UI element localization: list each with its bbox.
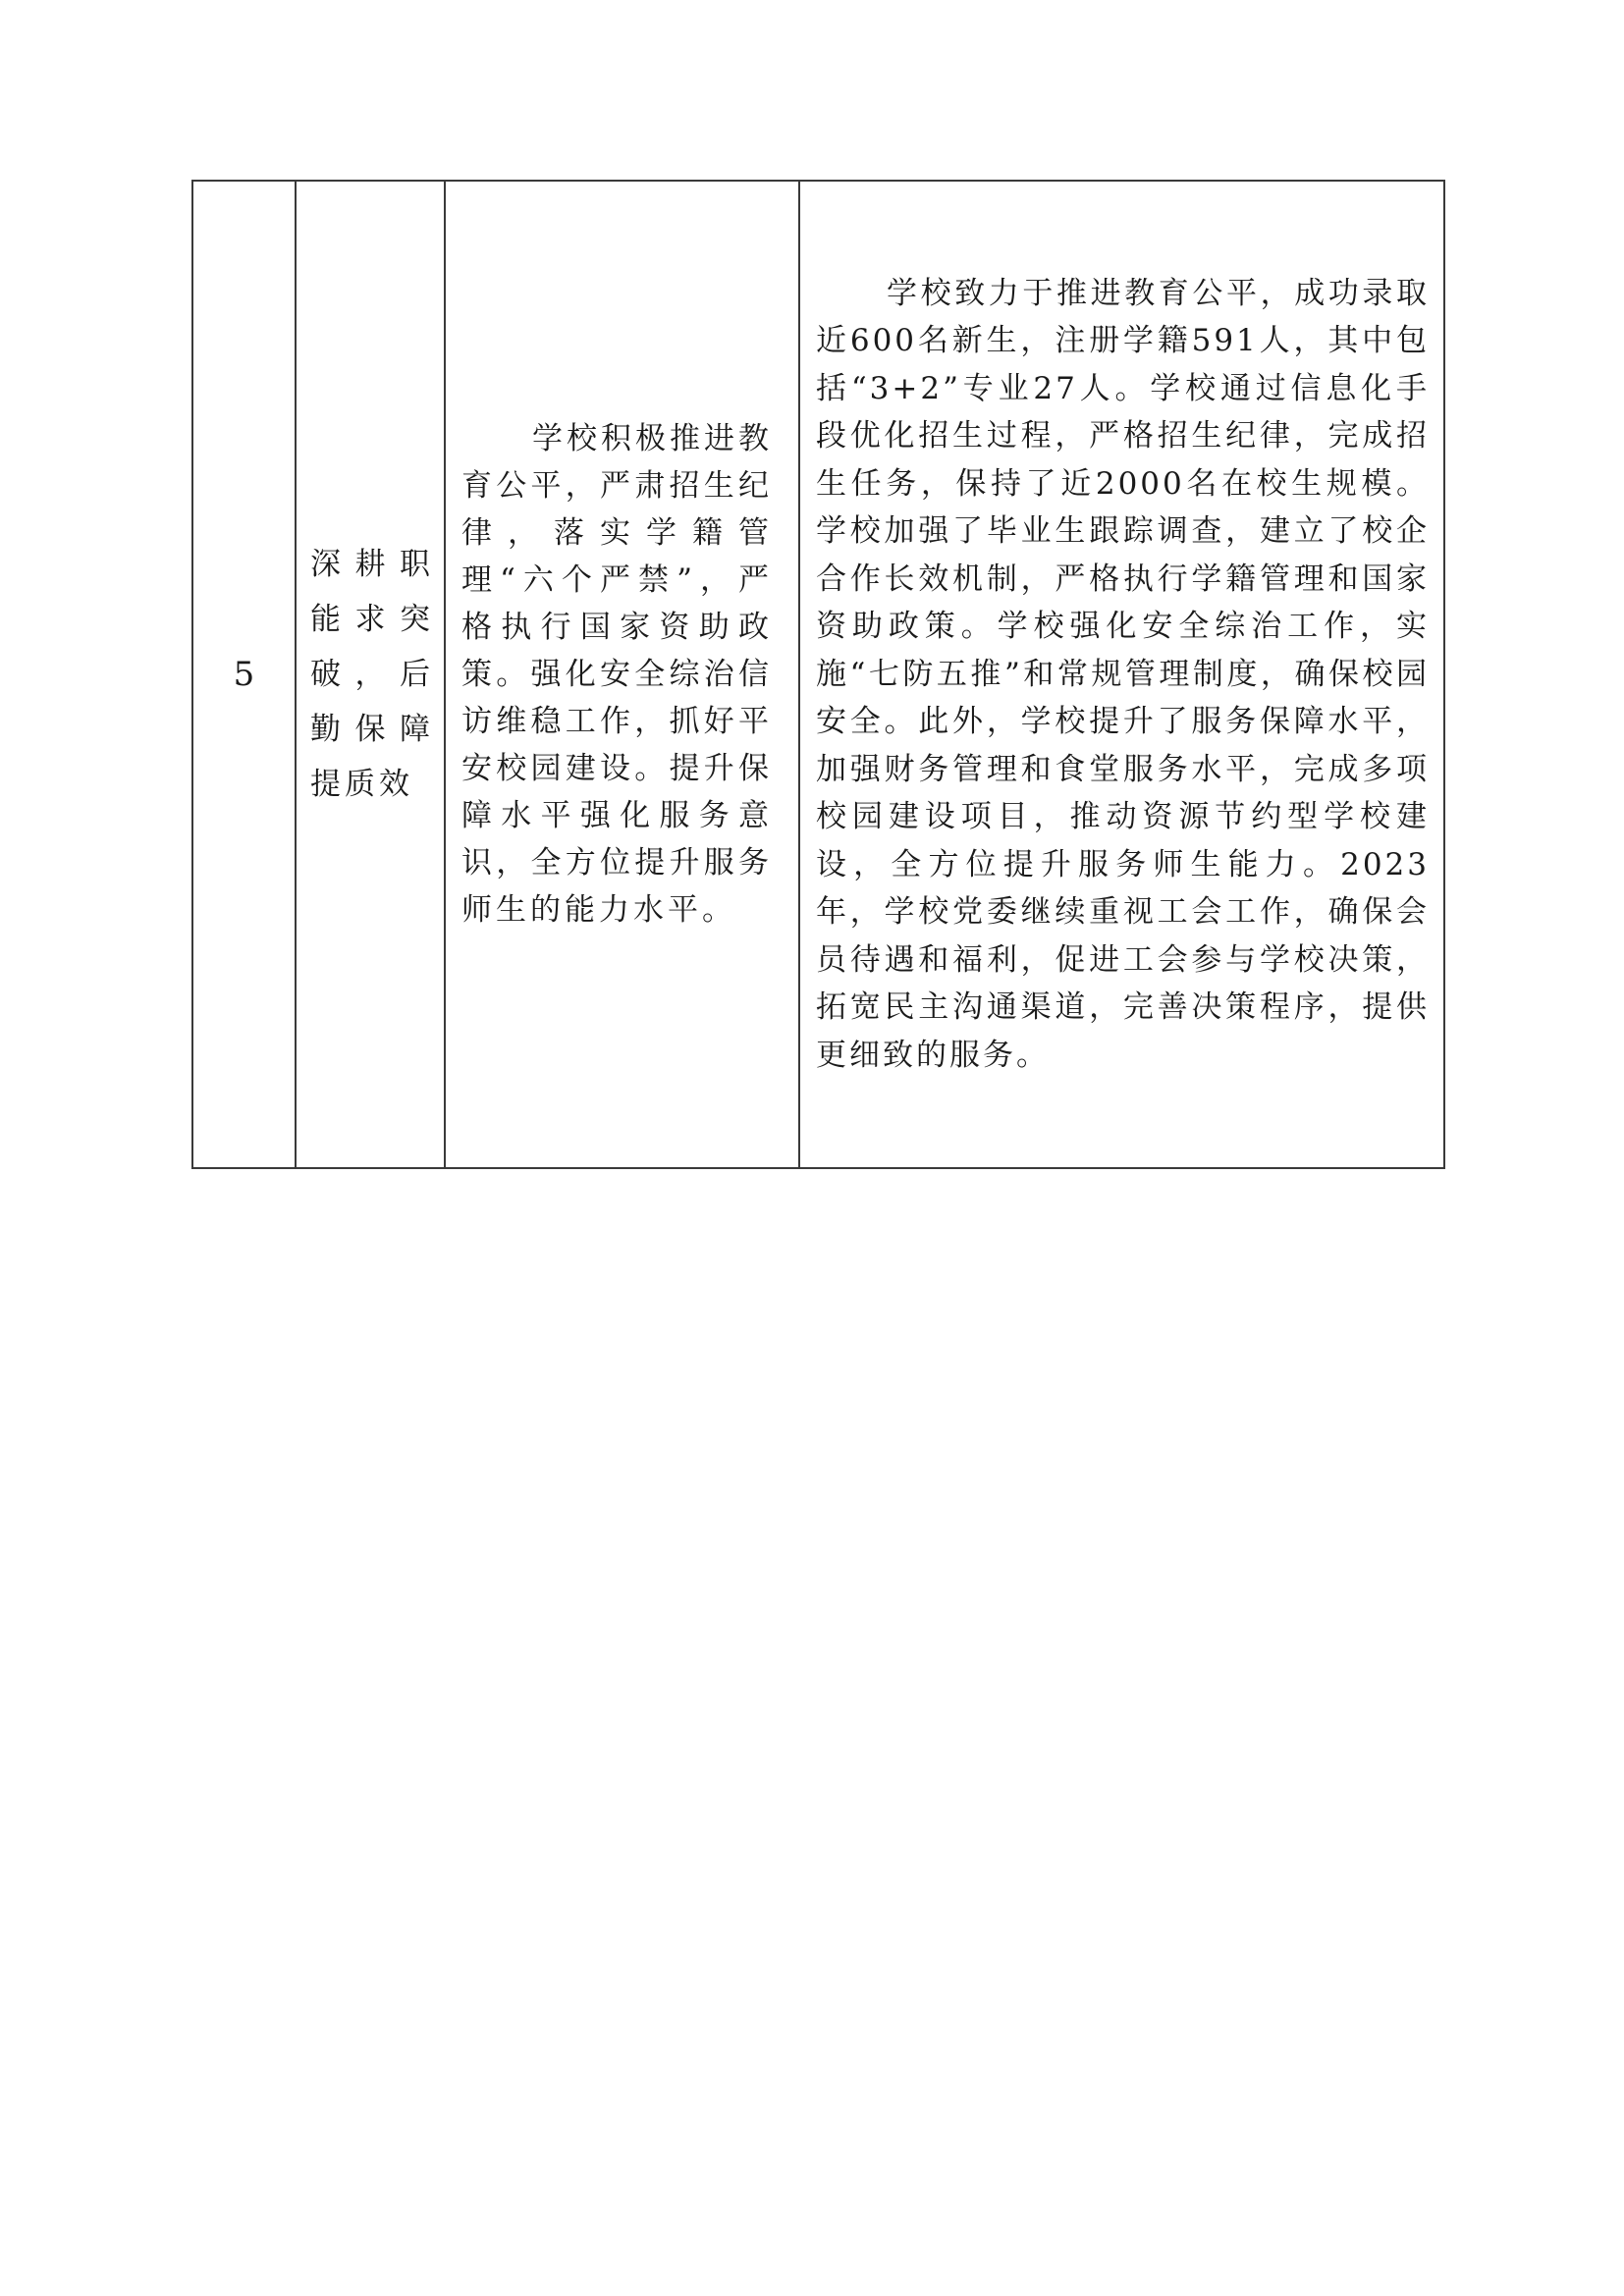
table-row xyxy=(192,181,1444,1168)
row-number-cell: 5 xyxy=(192,181,296,1168)
measures-cell: 学校积极推进教育公平，严肃招生纪律，落实学籍管理“六个严禁”，严格执行国家资助政策。强化安全综治信访维稳工作，抓好平安校园建设。提升保障水平强化服务意识，全方位提升服务师生的能力水平。 xyxy=(445,181,799,1168)
results-cell: 学校致力于推进教育公平，成功录取近600名新生，注册学籍591人，其中包括“3+2”专业27人。学校通过信息化手段优化招生过程，严格招生纪律，完成招生任务，保持了近2000名在校生规模。学校加强了毕业生跟踪调查，建立了校企合作长效机制，严格执行学籍管理和国家资助政策。学校强化安全综治工作，实施“七防五推”和常规管理制度，确保校园安全。此外，学校提升了服务保障水平，加强财务管理和食堂服务水平，完成多项校园建设项目，推动资源节约型学校建设，全方位提升服务师生能力。2023年，学校党委继续重视工会工作，确保会员待遇和福利，促进工会参与学校决策，拓宽民主沟通渠道，完善决策程序，提供更细致的服务。 xyxy=(799,181,1444,1168)
task-title-cell: 深耕职能求突破，后勤保障提质效 xyxy=(296,181,445,1168)
work-summary-table xyxy=(191,180,1445,1169)
